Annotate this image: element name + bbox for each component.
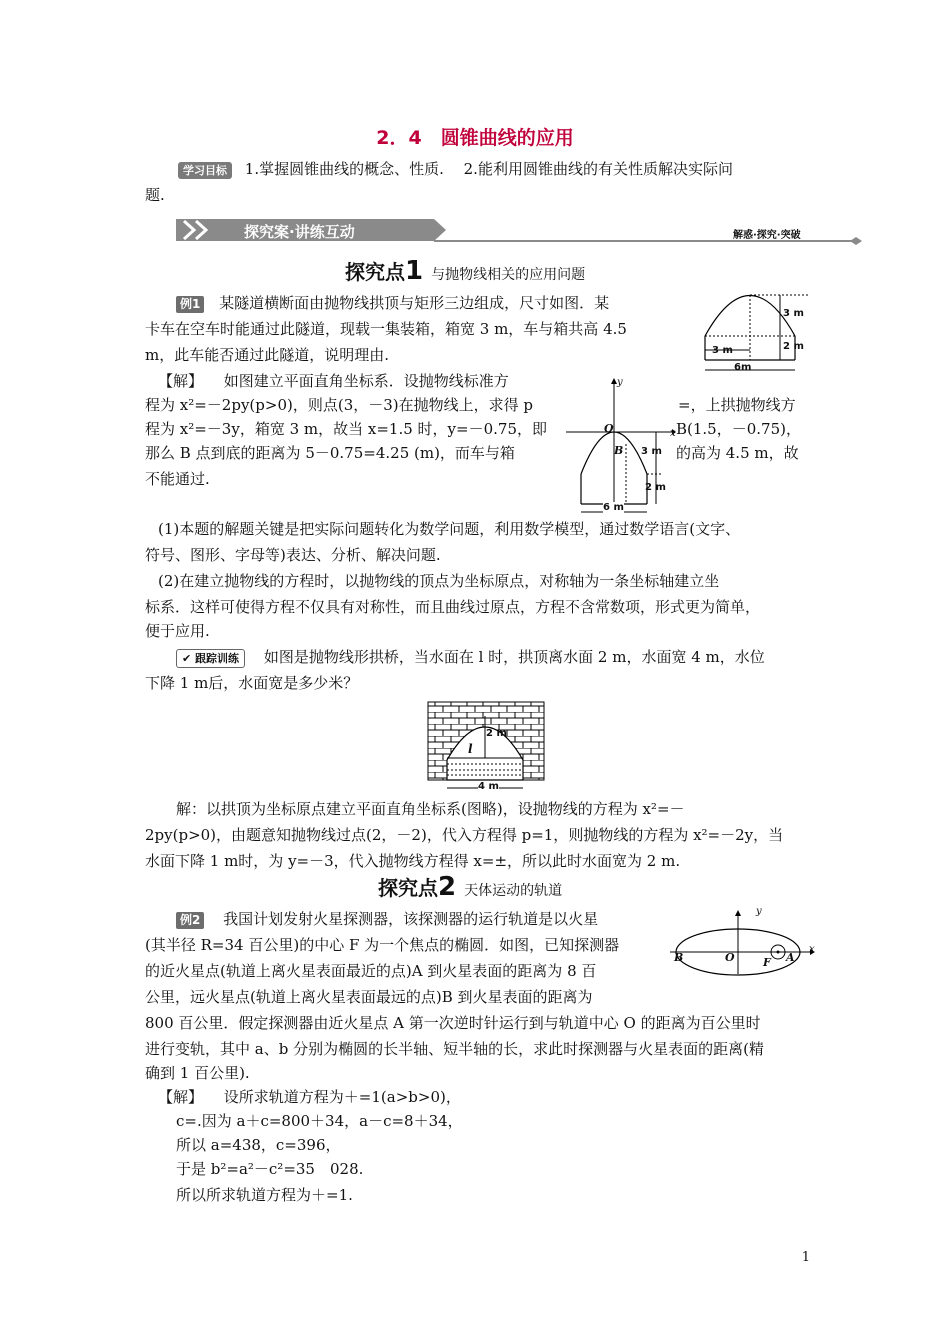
fig4-b-label: B	[674, 951, 684, 964]
section2-num: 2	[438, 872, 457, 902]
ex1-sol-text-1: 程为 x²=－2py(p>0)，则点(3，－3)在抛物线上，求得 p	[145, 396, 534, 414]
ex2-sol-text-1: c=.因为 a＋c=800＋34，a－c=8＋34，	[176, 1112, 463, 1130]
fig2-b-label: B	[614, 444, 624, 457]
ex2-sol-label: 【解】	[158, 1088, 204, 1106]
ex2-line1	[176, 908, 598, 930]
practice-tag-text: 跟踪训练	[195, 652, 240, 665]
practice-tag: ✔ 跟踪训练	[176, 649, 245, 668]
practice-sol-0: 解：以拱顶为坐标原点建立平面直角坐标系(图略)，设抛物线的方程为 x²=－	[176, 800, 685, 818]
ellipse-orbit-figure	[666, 902, 816, 976]
section-banner	[176, 217, 862, 245]
ex2-text-0: 我国计划发射火星探测器，该探测器的运行轨道是以火星	[223, 910, 599, 928]
fig1-label-6m: 6m	[734, 362, 752, 373]
fig2-label-3m: 3 m	[641, 446, 662, 457]
practice-text-1: 如图是抛物线形拱桥，当水面在 l 时，拱顶离水面 2 m，水面宽 4 m，水位	[263, 648, 765, 666]
banner-left-label: 探究案·讲练互动	[244, 223, 355, 241]
fig3-label-2m: 2 m	[486, 728, 507, 739]
ex2-sol-text-4: 所以所求轨道方程为＋=1.	[176, 1186, 353, 1204]
ex1-sol-right-2: 的高为 4.5 m，故	[676, 444, 799, 462]
note-line-4: 便于应用.	[145, 622, 210, 640]
ex1-sol-line0	[158, 370, 509, 392]
objectives-tag: 学习目标	[178, 162, 232, 179]
fig2-y-label: y	[617, 377, 623, 388]
ex1-sol-text-2: 程为 x²=－3y，箱宽 3 m，故当 x=1.5 时，y=－0.75，即	[145, 420, 547, 438]
ex1-text-2: m，此车能否通过此隧道，说明理由.	[145, 346, 389, 364]
ex1-sol-right-1: B(1.5，－0.75)，	[676, 420, 801, 438]
ex1-sol-text-4: 不能通过.	[145, 470, 210, 488]
note-line-2: (2)在建立抛物线的方程时，以抛物线的顶点为坐标原点，对称轴为一条坐标轴建立坐	[158, 572, 720, 590]
ex2-text-5: 进行变轨，其中 a、b 分别为椭圆的长半轴、短半轴的长，求此时探测器与火星表面的距离(精	[145, 1040, 764, 1058]
objectives-line2: 题.	[145, 186, 165, 204]
ex1-text-1: 卡车在空车时能通过此隧道，现载一集装箱，箱宽 3 m，车与箱共高 4.5	[145, 320, 627, 338]
fig2-x-label: x	[670, 428, 676, 439]
fig1-label-2m: 2 m	[783, 341, 804, 352]
note-line-0: (1)本题的解题关键是把实际问题转化为数学问题，利用数学模型，通过数学语言(文字、	[158, 520, 741, 538]
ex2-text-6: 确到 1 百公里).	[145, 1064, 250, 1082]
ex2-text-3: 公里，远火星点(轨道上离火星表面最远的点)B 到火星表面的距离为	[145, 988, 593, 1006]
objectives-line1	[178, 158, 733, 180]
fig2-origin-label: O	[604, 422, 614, 435]
fig2-label-2m: 2 m	[645, 482, 666, 493]
fig1-label-3m: 3 m	[783, 308, 804, 319]
ex1-text-0: 某隧道横断面由抛物线拱顶与矩形三边组成，尺寸如图．某	[219, 294, 610, 312]
note-line-1: 符号、图形、字母等)表达、分析、解决问题.	[145, 546, 441, 564]
fig4-y-label: y	[756, 906, 762, 917]
ex1-sol-right-0: =，上拱抛物线方	[678, 396, 796, 414]
section2-subtitle: 天体运动的轨道	[464, 883, 563, 899]
practice-sol-2: 水面下降 1 m时，为 y=－3，代入抛物线方程得 x=±，所以此时水面宽为 2 m.	[145, 852, 681, 870]
ex2-label: 例2	[176, 912, 204, 929]
ex1-sol-label: 【解】	[158, 372, 204, 390]
ex2-text-1: (其半径 R=34 百公里)的中心 F 为一个焦点的椭圆．如图，已知探测器	[145, 936, 620, 954]
ex1-sol-text-0: 如图建立平面直角坐标系．设抛物线标准方	[223, 372, 509, 390]
section2-heading	[378, 872, 562, 902]
note-line-3: 标系．这样可使得方程不仅具有对称性，而且曲线过原点，方程不含常数项，形式更为简单，	[145, 598, 761, 616]
ex2-sol-text-0: 设所求轨道方程为＋=1(a>b>0)，	[223, 1088, 461, 1106]
fig1-label-3m-b: 3 m	[712, 345, 733, 356]
section2-label: 探究点	[378, 876, 438, 900]
ex1-sol-text-3: 那么 B 点到底的距离为 5－0.75=4.25 (m)，而车与箱	[145, 444, 515, 462]
practice-sol-1: 2py(p>0)，由题意知抛物线过点(2，－2)，代入方程得 p=1，则抛物线的方程为 x²=－2y，当	[145, 826, 784, 844]
fig3-label-l: l	[468, 742, 473, 756]
ex2-sol-text-2: 所以 a=438，c=396，	[176, 1136, 341, 1154]
fig4-x-label: x	[809, 944, 815, 955]
section1-subtitle: 与抛物线相关的应用问题	[431, 267, 586, 283]
section1-heading	[345, 256, 585, 286]
fig3-label-4m: 4 m	[478, 781, 499, 792]
ex1-label: 例1	[176, 296, 204, 313]
ex1-line1	[176, 292, 609, 314]
ex2-sol-line0	[158, 1086, 461, 1108]
section1-label: 探究点	[345, 260, 405, 284]
banner-right-label: 解惑·探究·突破	[733, 230, 801, 241]
objectives-text: 1.掌握圆锥曲线的概念、性质. 2.能利用圆锥曲线的有关性质解决实际问	[244, 160, 733, 178]
ex2-text-4: 800 百公里．假定探测器由近火星点 A 第一次逆时针运行到与轨道中心 O 的距离为百公里时	[145, 1014, 761, 1032]
fig4-a-label: A	[786, 951, 795, 964]
fig4-o-label: O	[725, 951, 735, 964]
bridge-figure	[427, 700, 545, 794]
fig4-f-label: F	[763, 956, 771, 969]
ex2-sol-text-3: 于是 b²=a²－c²=35 028.	[176, 1160, 364, 1178]
page-number: 1	[801, 1250, 810, 1265]
page-title: 2．4 圆锥曲线的应用	[376, 127, 574, 149]
ex2-text-2: 的近火星点(轨道上离火星表面最近的点)A 到火星表面的距离为 8 百	[145, 962, 597, 980]
section1-num: 1	[405, 256, 424, 286]
practice-line1	[176, 646, 765, 668]
practice-text-2: 下降 1 m后，水面宽是多少米？	[145, 674, 359, 692]
fig2-label-6m: 6 m	[603, 502, 624, 513]
